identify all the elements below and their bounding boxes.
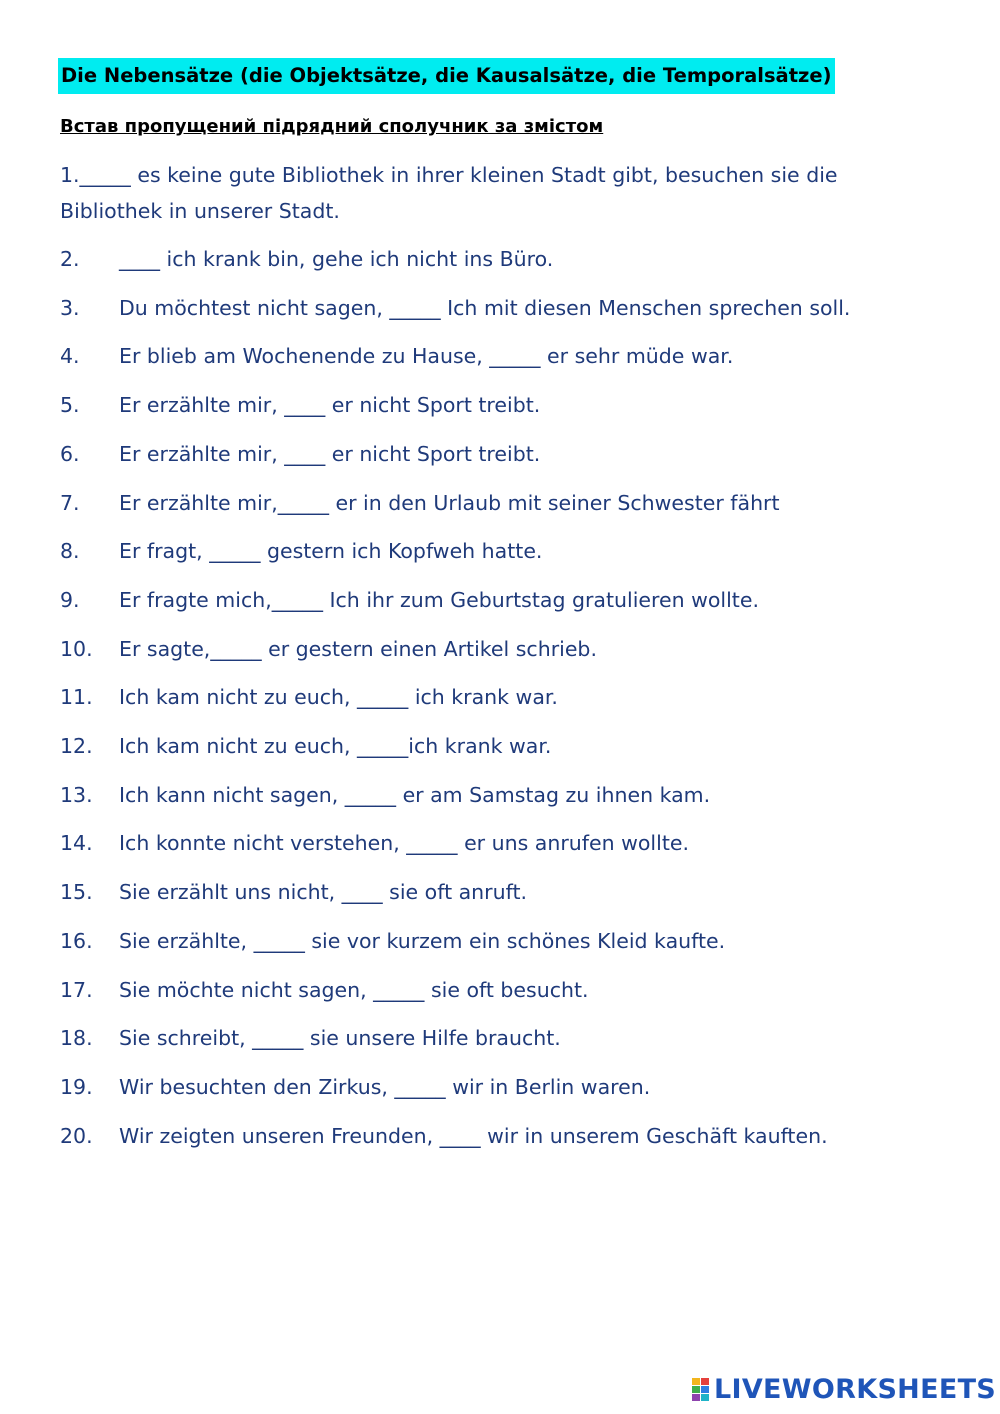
exercise-item xyxy=(60,825,960,861)
exercise-item xyxy=(60,679,960,715)
exercise-sentence: Er erzählte mir, ____ er nicht Sport treibt. xyxy=(119,441,541,466)
exercise-item xyxy=(60,485,960,521)
exercise-sentence: Er sagte,_____ er gestern einen Artikel schrieb. xyxy=(119,636,597,661)
exercise-sentence: Ich kam nicht zu euch, _____ich krank war. xyxy=(119,734,552,758)
exercise-item xyxy=(60,631,960,667)
exercise-number: 3. xyxy=(60,295,80,320)
exercise-number: 16. xyxy=(60,928,93,953)
exercise-item xyxy=(60,387,960,423)
exercise-number: 14. xyxy=(60,831,93,856)
exercise-sentence: Er blieb am Wochenende zu Hause, _____ er sehr müde war. xyxy=(119,344,734,369)
exercise-item xyxy=(60,1118,960,1154)
exercise-number: 12. xyxy=(60,734,93,758)
exercise-sentence: Sie erzählt uns nicht, ____ sie oft anruft. xyxy=(119,880,528,905)
exercise-sentence: Wir zeigten unseren Freunden, ____ wir in unserem Geschäft kauften. xyxy=(119,1123,828,1148)
exercise-item xyxy=(60,582,960,618)
exercise-sentence: Er erzählte mir, ____ er nicht Sport treibt. xyxy=(119,393,541,418)
exercise-item xyxy=(60,777,960,813)
exercise-sentence: Er erzählte mir,_____ er in den Urlaub mit seiner Schwester fährt xyxy=(119,490,780,515)
exercise-1-line-2: Bibliothek in unserer Stadt. xyxy=(60,199,340,223)
exercise-sentence: Du möchtest nicht sagen, _____ Ich mit diesen Menschen sprechen soll. xyxy=(119,295,851,320)
exercise-number: 5. xyxy=(60,393,80,418)
exercise-sentence: Sie erzählte, _____ sie vor kurzem ein schönes Kleid kaufte. xyxy=(119,928,726,953)
exercise-number: 15. xyxy=(60,880,93,905)
exercise-1-line-1: 1._____ es keine gute Bibliothek in ihrer kleinen Stadt gibt, besuchen sie die xyxy=(60,163,838,187)
exercise-number: 7. xyxy=(60,490,80,515)
worksheet-title: Die Nebensätze (die Objektsätze, die Kausalsätze, die Temporalsätze) xyxy=(58,58,835,94)
exercise-item xyxy=(60,874,960,910)
exercise-sentence: Ich konnte nicht verstehen, _____ er uns anrufen wollte. xyxy=(119,831,689,856)
exercise-item-1 xyxy=(60,157,940,229)
liveworksheets-logo-text: LIVEWORKSHEETS xyxy=(714,1374,997,1405)
exercise-number: 6. xyxy=(60,441,80,466)
exercise-sentence: Ich kann nicht sagen, _____ er am Samstag zu ihnen kam. xyxy=(119,782,711,807)
exercise-number: 4. xyxy=(60,344,80,369)
exercise-item xyxy=(60,436,960,472)
exercise-number: 13. xyxy=(60,782,93,807)
exercise-sentence: ____ ich krank bin, gehe ich nicht ins Büro. xyxy=(119,247,554,271)
exercise-item xyxy=(60,338,960,374)
exercise-item xyxy=(60,972,960,1008)
exercise-number: 2. xyxy=(60,247,80,271)
exercise-item xyxy=(60,290,960,326)
exercise-number: 10. xyxy=(60,636,93,661)
exercise-item xyxy=(60,533,960,569)
exercise-number: 8. xyxy=(60,539,80,564)
exercise-number: 11. xyxy=(60,685,93,710)
exercise-number: 20. xyxy=(60,1123,93,1148)
exercise-sentence: Ich kam nicht zu euch, _____ ich krank war. xyxy=(119,685,558,710)
exercise-sentence: Wir besuchten den Zirkus, _____ wir in Berlin waren. xyxy=(119,1074,651,1099)
exercise-item xyxy=(60,241,960,277)
exercise-sentence: Er fragte mich,_____ Ich ihr zum Geburtstag gratulieren wollte. xyxy=(119,587,759,612)
exercise-number: 19. xyxy=(60,1074,93,1099)
exercise-item xyxy=(60,923,960,959)
exercise-item xyxy=(60,1069,960,1105)
liveworksheets-logo xyxy=(692,1372,997,1406)
exercise-sentence: Sie schreibt, _____ sie unsere Hilfe braucht. xyxy=(119,1026,561,1051)
exercise-item xyxy=(60,728,960,764)
exercise-item xyxy=(60,1020,960,1056)
worksheet-instruction: Встав пропущений підрядний сполучник за змістом xyxy=(60,116,604,137)
liveworksheets-logo-icon xyxy=(692,1378,710,1402)
exercise-sentence: Sie möchte nicht sagen, _____ sie oft besucht. xyxy=(119,977,589,1002)
exercise-number: 17. xyxy=(60,977,93,1002)
exercise-number: 18. xyxy=(60,1026,93,1051)
exercise-number: 9. xyxy=(60,587,80,612)
exercise-sentence: Er fragt, _____ gestern ich Kopfweh hatte. xyxy=(119,539,543,564)
